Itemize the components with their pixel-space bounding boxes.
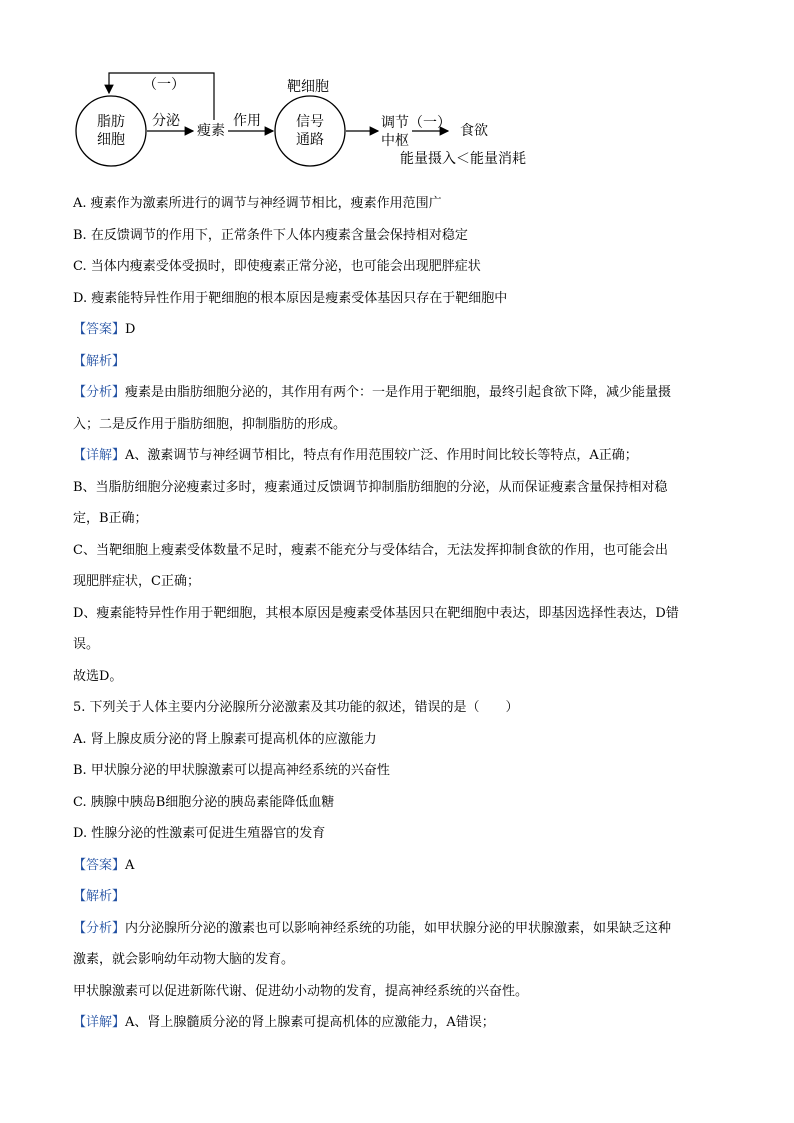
leptin-label: 瘦素 — [197, 123, 225, 139]
answer-tag: 【答案】 — [73, 322, 126, 337]
xiangjie-tag: 【详解】 — [73, 1015, 126, 1030]
q4-fenxi-line-1 — [73, 377, 723, 409]
document-body — [73, 188, 723, 1039]
q4-option-c: C. 当体内瘦素受体受损时，即使瘦素正常分泌，也可能会出现肥胖症状 — [73, 259, 481, 274]
q5-detail-line-a — [73, 1007, 723, 1039]
q4-answer — [73, 314, 723, 346]
q5-option-c: C. 胰腺中胰岛B细胞分泌的胰岛素能降低血糖 — [73, 794, 335, 810]
fenxi-tag: 【分析】 — [73, 385, 126, 400]
answer-tag: 【答案】 — [73, 857, 126, 873]
answer-value: A — [125, 857, 135, 873]
q5-analysis-heading — [73, 881, 723, 913]
q5-stem: 5. 下列关于人体主要内分泌腺所分泌激素及其功能的叙述，错误的是（ ） — [73, 700, 519, 715]
detail-text: A、肾上腺髓质分泌的肾上腺素可提高机体的应激能力，A错误； — [125, 1015, 495, 1030]
center-label: 中枢 — [381, 133, 409, 149]
q4-detail-line: 误。 — [73, 637, 100, 652]
detail-text: A、激素调节与神经调节相比，特点有作用范围较广泛、作用时间比较长等特点，A正确； — [125, 448, 638, 463]
q5-extra-line: 甲状腺激素可以促进新陈代谢、促进幼小动物的发育，提高神经系统的兴奋性。 — [73, 983, 529, 999]
q4-conclusion: 故选D。 — [73, 668, 123, 684]
q5-fenxi-line-2: 激素，就会影响幼年动物大脑的发育。 — [73, 952, 295, 967]
answer-value: D — [125, 322, 136, 337]
q5-option-a: A. 肾上腺皮质分泌的肾上腺素可提高机体的应激能力 — [73, 731, 377, 747]
xiangjie-tag: 【详解】 — [73, 448, 126, 463]
analysis-tag: 【解析】 — [73, 353, 126, 369]
q4-detail-line: 现肥胖症状，C正确； — [73, 574, 200, 589]
q4-detail-line: B、当脂肪细胞分泌瘦素过多时，瘦素通过反馈调节抑制脂肪细胞的分泌，从而保证瘦素含量保持相对稳 — [73, 479, 668, 495]
q5-option-b: B. 甲状腺分泌的甲状腺激素可以提高神经系统的兴奋性 — [73, 763, 390, 778]
q5-option-d: D. 性腺分泌的性激素可促进生殖器官的发育 — [73, 826, 326, 841]
q5-fenxi-line-1 — [73, 913, 723, 945]
fenxi-text: 瘦素是由脂肪细胞分泌的，其作用有两个：一是作用于靶细胞，最终引起食欲下降，减少能量摄 — [125, 385, 672, 400]
target-cell-label: 靶细胞 — [287, 79, 329, 95]
q4-option-b: B. 在反馈调节的作用下，正常条件下人体内瘦素含量会保持相对稳定 — [73, 227, 468, 243]
q4-detail-line: 定，B正确； — [73, 511, 148, 526]
fenxi-tag: 【分析】 — [73, 920, 126, 936]
q4-option-d: D. 瘦素能特异性作用于靶细胞的根本原因是瘦素受体基因只存在于靶细胞中 — [73, 290, 508, 306]
energy-balance-label: 能量摄入＜能量消耗 — [400, 151, 526, 167]
diagram-lines — [0, 0, 794, 180]
analysis-tag: 【解析】 — [73, 889, 126, 904]
q4-detail-line: C、当靶细胞上瘦素受体数量不足时，瘦素不能充分与受体结合，无法发挥抑制食欲的作用，也可能会出 — [73, 542, 668, 558]
q4-option-a: A. 瘦素作为激素所进行的调节与神经调节相比，瘦素作用范围广 — [73, 196, 442, 211]
appetite-label: 食欲 — [460, 123, 488, 139]
leptin-diagram — [0, 0, 794, 180]
fat-cell-label-1: 脂肪 — [97, 114, 125, 130]
fat-cell-label-2: 细胞 — [97, 132, 125, 148]
regulation-label: 调节（一） — [381, 115, 451, 131]
q4-detail-line-a — [73, 440, 723, 472]
feedback-label: （一） — [143, 77, 185, 93]
signal-pathway-label-1: 信号 — [296, 114, 324, 130]
signal-pathway-label-2: 通路 — [296, 132, 324, 148]
secrete-label: 分泌 — [152, 113, 180, 129]
q4-detail-line: D、瘦素能特异性作用于靶细胞，其根本原因是瘦素受体基因只在靶细胞中表达，即基因选择性表达，D错 — [73, 605, 679, 621]
act-label: 作用 — [233, 113, 261, 129]
fenxi-text: 内分泌腺所分泌的激素也可以影响神经系统的功能，如甲状腺分泌的甲状腺激素，如果缺乏这种 — [125, 920, 672, 936]
q4-fenxi-line-2: 入；二是反作用于脂肪细胞，抑制脂肪的形成。 — [73, 416, 347, 432]
q4-analysis-heading — [73, 346, 723, 378]
q5-answer — [73, 850, 723, 882]
